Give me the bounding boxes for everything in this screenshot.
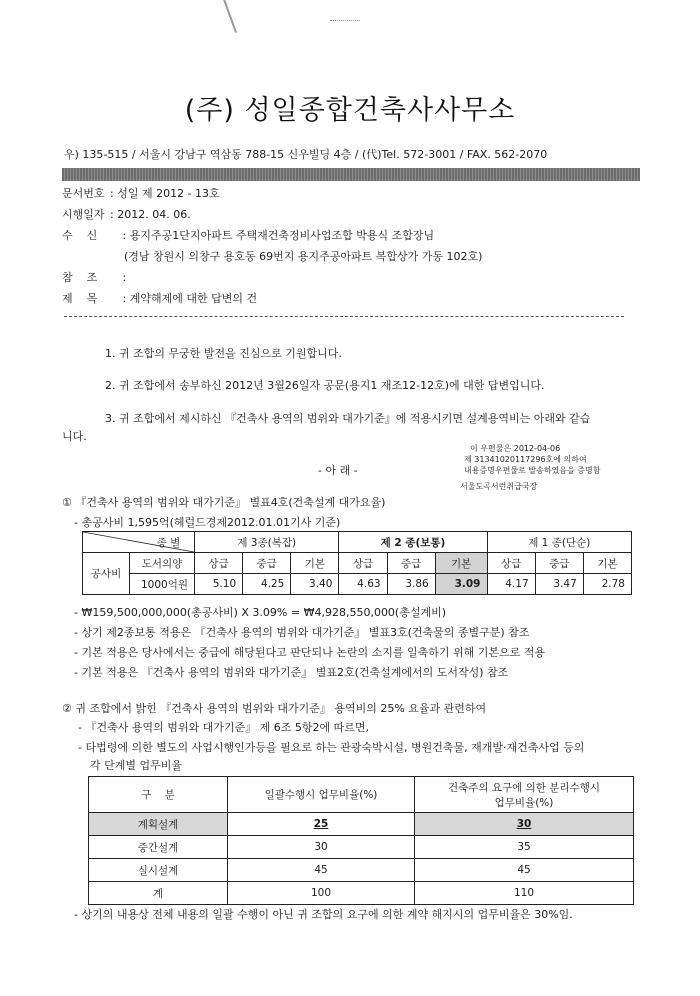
date-label: 시행일자 — [62, 208, 105, 221]
below-heading: - 아 래 - — [318, 464, 358, 477]
split-ratio-header — [415, 777, 634, 813]
split-ratio-header-line-1: 건축주의 요구에 의한 분리수행시 — [447, 781, 600, 794]
bulk-ratio: 100 — [228, 882, 415, 905]
recipient-address: (경남 창원시 의창구 용호동 69번지 용지주공아파트 복합상가 가동 102호) — [124, 250, 483, 263]
subject: : 계약해제에 대한 답변의 건 — [122, 292, 258, 305]
bulk-ratio-value: 25 — [313, 818, 329, 830]
kind-header: 종 별 — [156, 536, 181, 549]
stamp-line-1: 이 우편물은 2012-04-06 — [470, 444, 561, 453]
paragraph-1: 1. 귀 조합의 무궁한 발전을 진심으로 기원합니다. — [105, 347, 342, 360]
docs-header: 도서의양 — [130, 553, 195, 574]
recipient-label: 수 신 — [62, 229, 98, 242]
work-ratio-table — [88, 776, 634, 905]
section-1-note: - 상기 제2종보통 적용은 『건축사 용역의 범위와 대가기준』 별표3호(건축물의 종별구분) 참조 — [74, 626, 530, 639]
rate-cell: 3.47 — [535, 574, 583, 595]
group-header: 제 2 종(보통) — [339, 532, 487, 553]
level-header: 상급 — [195, 553, 243, 574]
rate-cell: 4.25 — [243, 574, 291, 595]
level-header: 중급 — [387, 553, 435, 574]
header-divider-bar — [62, 168, 640, 181]
reference-label: 참 조 — [62, 271, 98, 284]
doc-number: : 성일 제 2012 - 13호 — [110, 187, 220, 200]
bulk-ratio-header: 일괄수행시 업무비율(%) — [228, 777, 415, 813]
section-2-heading: ② 귀 조합에서 밝힌 『건축사 용역의 범위와 대가기준』 용역비의 25% 요율과 관련하여 — [62, 702, 487, 715]
table-corner-cell — [83, 532, 195, 553]
stage-label: 계획설계 — [89, 813, 228, 836]
date-value: : 2012. 04. 06. — [110, 208, 191, 221]
level-header: 상급 — [339, 553, 387, 574]
section-1-note: - 기본 적용은 『건축사 용역의 범위와 대가기준』 별표2호(건축설계에서의 도서작성) 참조 — [74, 666, 509, 679]
level-header: 기본 — [435, 553, 487, 574]
postal-certification-stamp — [460, 443, 601, 492]
rate-cell: 4.63 — [339, 574, 387, 595]
stamp-line-2: 제 31341020117296호에 의하여 — [464, 455, 587, 464]
rate-cell: 5.10 — [195, 574, 243, 595]
doc-number-row — [62, 185, 220, 201]
section-2-sub-1: - 『건축사 용역의 범위와 대가기준』 제 6조 5항2에 따르면, — [78, 721, 369, 734]
rate-cell: 3.40 — [291, 574, 339, 595]
recipient: : 용지주공1단지아파트 주택재건축정비사업조합 박용식 조합장님 — [122, 229, 435, 242]
paragraph-3: 3. 귀 조합에서 제시하신 『건축사 용역의 범위와 대가기준』에 적용시키면 설계용역비는 아래와 같습 — [105, 412, 591, 425]
level-header: 중급 — [535, 553, 583, 574]
group-header: 제 3종(복잡) — [195, 532, 339, 553]
split-ratio: 45 — [415, 859, 634, 882]
stage-label: 실시설계 — [89, 859, 228, 882]
section-1-sub: - 총공사비 1,595억(헤럴드경제2012.01.01기사 기준) — [74, 516, 341, 529]
subject-row — [62, 290, 257, 306]
rate-cell: 2.78 — [583, 574, 631, 595]
level-header: 기본 — [583, 553, 631, 574]
cost-header: 공사비 — [83, 553, 130, 595]
company-title: (주) 성일종합건축사사무소 — [184, 95, 516, 126]
split-ratio: 35 — [415, 836, 634, 859]
split-ratio-header-line-2: 업무비율(%) — [494, 796, 554, 809]
rate-cell-selected: 3.09 — [435, 574, 487, 595]
rate-cell: 4.17 — [487, 574, 535, 595]
paragraph-2: 2. 귀 조합에서 송부하신 2012년 3월26일자 공문(용지1 재조12-12호)에 대한 답변입니다. — [105, 379, 545, 392]
section-1-note: - ₩159,500,000,000(총공사비) X 3.09% = ₩4,928,550,000(총설계비) — [74, 606, 447, 619]
design-fee-rate-table — [82, 531, 632, 595]
date-row — [62, 206, 191, 222]
doc-number-label: 문서번호 — [62, 187, 105, 200]
section-2-sub-2-cont: 각 단계별 업무비율 — [90, 759, 183, 772]
paragraph-3-cont: 니다. — [62, 430, 87, 443]
stage-label: 중간설계 — [89, 836, 228, 859]
bulk-ratio: 30 — [228, 836, 415, 859]
split-ratio: 110 — [415, 882, 634, 905]
split-ratio — [415, 813, 634, 836]
level-header: 기본 — [291, 553, 339, 574]
bulk-ratio — [228, 813, 415, 836]
group-header: 제 1 종(단순) — [487, 532, 632, 553]
reference-row — [62, 269, 126, 285]
stamp-line-3: 내용증명우편물로 발송하였음을 증명함 — [464, 466, 601, 475]
reference: : — [122, 271, 127, 284]
split-ratio-value: 30 — [516, 818, 532, 830]
section-2-footer: - 상기의 내용상 전체 내용의 일괄 수행이 아닌 귀 조합의 요구에 의한 계약 해지시의 업무비율은 30%임. — [74, 908, 573, 921]
top-stamp-marks-2 — [330, 6, 360, 21]
section-1-heading: ① 『건축사 용역의 범위와 대가기준』 별표4호(건축설계 대가요율) — [62, 496, 386, 509]
top-stamp-marks — [165, 0, 237, 53]
dashed-divider — [64, 316, 624, 317]
subject-label: 제 목 — [62, 292, 98, 305]
section-2-sub-2: - 타법령에 의한 별도의 사업시행인가등을 필요로 하는 관광숙박시설, 병원건축물, 재개발·재건축사업 등의 — [78, 741, 585, 754]
company-address: 우) 135-515 / 서울시 강남구 역삼동 788-15 신우빌딩 4층 / (代)Tel. 572-3001 / FAX. 562-2070 — [64, 148, 548, 161]
cost-row-label: 1000억원 — [130, 574, 195, 595]
bulk-ratio: 45 — [228, 859, 415, 882]
stage-label: 계 — [89, 882, 228, 905]
recipient-row — [62, 227, 434, 243]
level-header: 중급 — [243, 553, 291, 574]
category-header: 구 분 — [89, 777, 228, 813]
level-header: 상급 — [487, 553, 535, 574]
section-1-note: - 기본 적용은 당사에서는 중급에 해당된다고 판단되나 논란의 소지를 일축하기 위해 기본으로 적용 — [74, 646, 545, 659]
stamp-line-4: 서울도곡서런취급국장 — [460, 482, 538, 491]
rate-cell: 3.86 — [387, 574, 435, 595]
